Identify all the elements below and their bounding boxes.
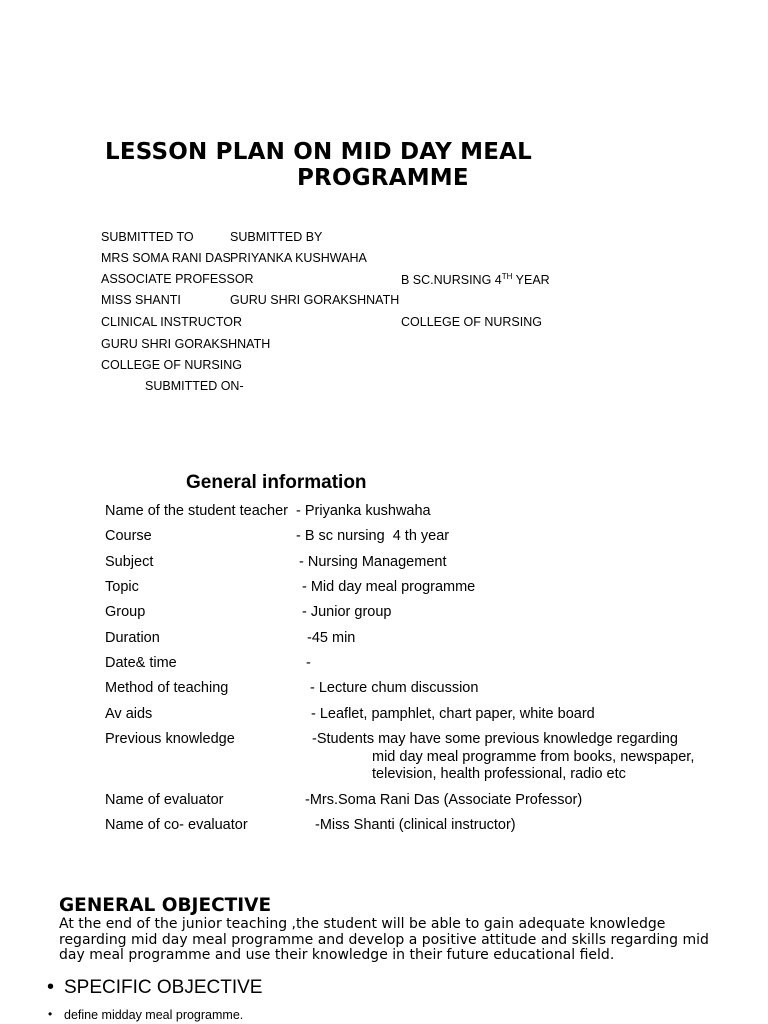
gi-label-group: Group	[105, 604, 146, 620]
gi-value-date-time: -	[306, 655, 311, 671]
gi-label-previous-knowledge: Previous knowledge	[105, 731, 235, 747]
specific-objective-heading: SPECIFIC OBJECTIVE	[64, 977, 263, 998]
gi-label-course: Course	[105, 528, 152, 544]
submitted-to-name: MRS SOMA RANI DAS	[101, 251, 231, 265]
gi-value-duration: -45 min	[307, 630, 356, 646]
submitted-to-name-2: MISS SHANTI	[101, 293, 181, 307]
gi-value-method: - Lecture chum discussion	[310, 680, 479, 696]
submitted-by-course: B SC.NURSING 4TH YEAR	[401, 272, 550, 288]
submitted-to-designation-2: CLINICAL INSTRUCTOR	[101, 315, 242, 329]
gi-label-topic: Topic	[105, 579, 139, 595]
gi-label-subject: Subject	[105, 554, 154, 570]
general-objective-text: At the end of the junior teaching ,the student will be able to gain adequate knowledge regarding mid day meal programme and develop a positive attitude and skills regarding mid day meal programme and use their knowledge in their future educational field.	[59, 916, 709, 964]
general-info-heading: General information	[186, 472, 367, 493]
gi-value-topic: - Mid day meal programme	[302, 579, 476, 595]
gi-label-evaluator: Name of evaluator	[105, 792, 224, 808]
title-line-2: PROGRAMME	[297, 165, 469, 191]
gi-label-date-time: Date& time	[105, 655, 177, 671]
submitted-to-college-line-1: GURU SHRI GORAKSHNATH	[101, 337, 271, 351]
submitted-by-name: PRIYANKA KUSHWAHA	[230, 251, 367, 265]
bullet-icon: •	[48, 1007, 53, 1021]
submitted-to-designation: ASSOCIATE PROFESSOR	[101, 272, 254, 286]
gi-value-evaluator: -Mrs.Soma Rani Das (Associate Professor)	[305, 792, 583, 808]
submitted-on: SUBMITTED ON-	[145, 379, 244, 393]
gi-label-co-evaluator: Name of co- evaluator	[105, 817, 248, 833]
bullet-icon: •	[47, 976, 55, 998]
gi-value-previous-knowledge: -Students may have some previous knowledge regarding	[312, 731, 678, 747]
title-line-1: LESSON PLAN ON MID DAY MEAL	[105, 139, 533, 165]
gi-label-student-teacher: Name of the student teacher	[105, 503, 288, 519]
gi-value-subject: - Nursing Management	[299, 554, 447, 570]
submitted-to-label: SUBMITTED TO	[101, 230, 194, 244]
submitted-by-label: SUBMITTED BY	[230, 230, 323, 244]
gi-label-av-aids: Av aids	[105, 706, 153, 722]
gi-label-duration: Duration	[105, 630, 160, 646]
general-objective-heading: GENERAL OBJECTIVE	[59, 895, 272, 916]
gi-value-co-evaluator: -Miss Shanti (clinical instructor)	[315, 817, 516, 833]
submitted-to-college-line-2: COLLEGE OF NURSING	[101, 358, 242, 372]
specific-objective-item: define midday meal programme.	[64, 1008, 244, 1022]
gi-value-student-teacher: - Priyanka kushwaha	[292, 503, 431, 519]
gi-value-group: - Junior group	[302, 604, 392, 620]
gi-value-av-aids: - Leaflet, pamphlet, chart paper, white board	[311, 706, 595, 722]
gi-value-previous-knowledge-cont-2: television, health professional, radio etc	[372, 766, 626, 782]
gi-value-previous-knowledge-cont-1: mid day meal programme from books, newspaper,	[372, 749, 695, 765]
gi-label-method: Method of teaching	[105, 680, 229, 696]
submitted-by-college-line-1: GURU SHRI GORAKSHNATH	[230, 293, 400, 307]
submitted-by-college-line-2: COLLEGE OF NURSING	[401, 315, 542, 329]
gi-value-course: - B sc nursing 4 th year	[296, 528, 450, 544]
